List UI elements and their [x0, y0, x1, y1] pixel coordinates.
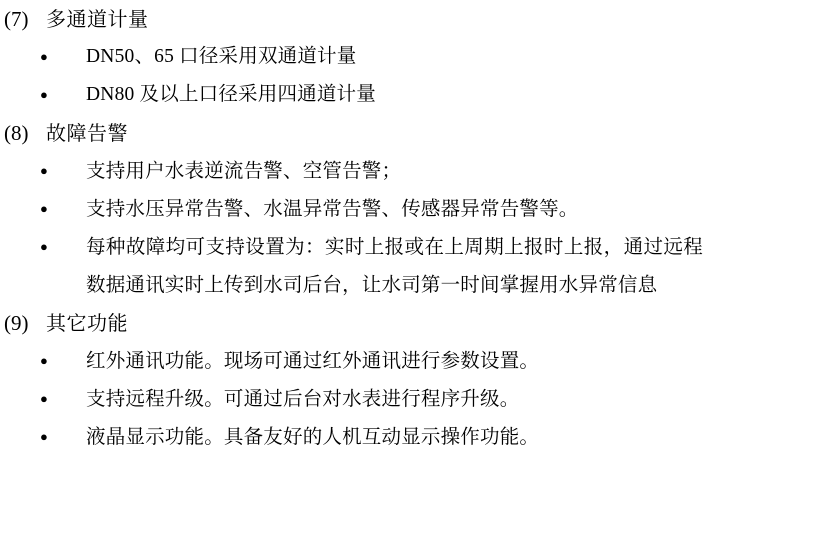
list-item-text: 液晶显示功能。具备友好的人机互动显示操作功能。 — [86, 425, 540, 448]
section-number: (9) — [4, 311, 29, 335]
bullet-dot-icon: ● — [40, 353, 48, 368]
list-item — [0, 152, 821, 190]
document-section — [0, 304, 821, 456]
list-item-text: 每种故障均可支持设置为：实时上报或在上周期上报时上报，通过远程数据通讯实时上传到水司后台，让水司第一时间掌握用水异常信息 — [86, 235, 703, 296]
list-item-text: 支持远程升级。可通过后台对水表进行程序升级。 — [86, 387, 520, 410]
bullet-dot-icon: ● — [40, 201, 48, 216]
list-item — [0, 38, 821, 76]
list-item-text: DN80 及以上口径采用四通道计量 — [86, 84, 376, 105]
section-title: 其它功能 — [46, 311, 128, 335]
document-section — [0, 0, 821, 114]
document-section — [0, 114, 821, 304]
bullet-dot-icon: ● — [40, 49, 48, 64]
section-heading — [0, 304, 821, 342]
bullet-list — [0, 38, 821, 114]
list-item — [0, 342, 821, 380]
list-item — [0, 380, 821, 418]
list-item-text: DN50、65 口径采用双通道计量 — [86, 46, 357, 67]
list-item — [0, 76, 821, 114]
section-heading — [0, 0, 821, 38]
list-item — [0, 190, 821, 228]
section-heading — [0, 114, 821, 152]
list-item-text: 支持用户水表逆流告警、空管告警； — [86, 159, 402, 182]
section-number: (7) — [4, 7, 29, 31]
section-title: 多通道计量 — [46, 7, 149, 31]
list-item — [0, 228, 821, 304]
bullet-list — [0, 152, 821, 304]
section-number: (8) — [4, 121, 29, 145]
bullet-dot-icon: ● — [40, 391, 48, 406]
bullet-list — [0, 342, 821, 456]
bullet-dot-icon: ● — [40, 429, 48, 444]
bullet-dot-icon: ● — [40, 87, 48, 102]
list-item-text: 红外通讯功能。现场可通过红外通讯进行参数设置。 — [86, 349, 540, 372]
section-title: 故障告警 — [46, 121, 128, 145]
bullet-dot-icon: ● — [40, 163, 48, 178]
list-item — [0, 418, 821, 456]
bullet-dot-icon: ● — [40, 239, 48, 254]
list-item-text: 支持水压异常告警、水温异常告警、传感器异常告警等。 — [86, 197, 579, 220]
